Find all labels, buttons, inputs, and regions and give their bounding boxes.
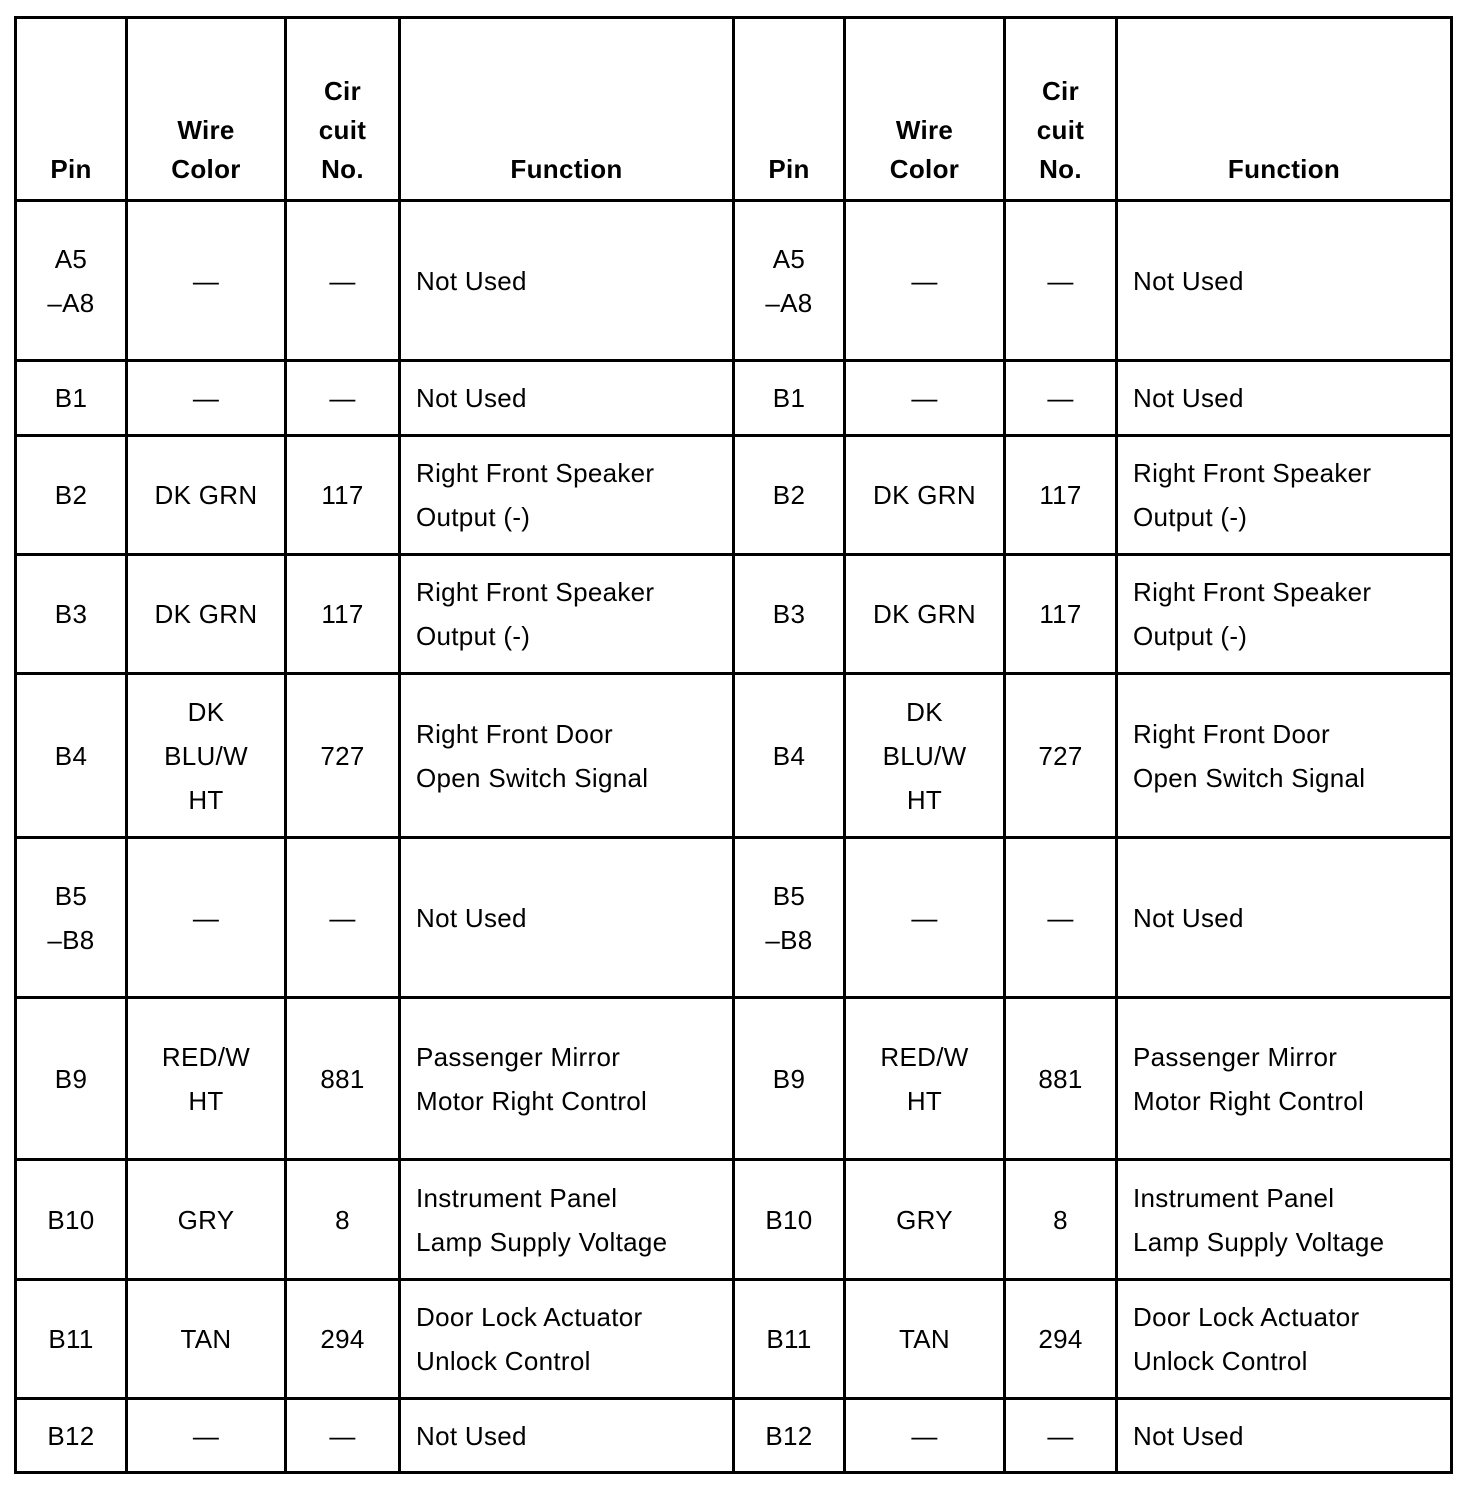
circuit-cell: 117 — [286, 436, 400, 555]
wire-color-cell: — — [845, 201, 1005, 361]
header-circuit-no-2: Cir cuit No. — [1005, 18, 1117, 201]
circuit-cell: — — [1005, 201, 1117, 361]
table-row — [16, 1160, 1452, 1280]
wire-color-cell: DK GRN — [127, 555, 286, 674]
connector-pin-table — [14, 16, 1453, 1474]
circuit-cell: 117 — [1005, 436, 1117, 555]
circuit-cell: — — [286, 361, 400, 436]
circuit-cell: — — [1005, 838, 1117, 998]
circuit-cell: 8 — [286, 1160, 400, 1280]
circuit-cell: — — [1005, 1399, 1117, 1473]
function-cell: Not Used — [1117, 838, 1452, 998]
pin-cell: B5 –B8 — [16, 838, 127, 998]
wire-color-cell: RED/W HT — [845, 998, 1005, 1160]
circuit-cell: 294 — [1005, 1280, 1117, 1399]
header-wire-color: Wire Color — [127, 18, 286, 201]
wire-color-cell: DK GRN — [845, 436, 1005, 555]
header-circuit-no: Cir cuit No. — [286, 18, 400, 201]
function-cell: Right Front Door Open Switch Signal — [1117, 674, 1452, 838]
header-pin-2: Pin — [734, 18, 845, 201]
wire-color-cell: DK GRN — [127, 436, 286, 555]
circuit-cell: 881 — [286, 998, 400, 1160]
wire-color-cell: DK BLU/W HT — [127, 674, 286, 838]
header-row — [16, 18, 1452, 201]
pin-cell: A5 –A8 — [16, 201, 127, 361]
wire-color-cell: — — [845, 361, 1005, 436]
table-row — [16, 838, 1452, 998]
function-cell: Right Front Speaker Output (-) — [400, 436, 734, 555]
wire-color-cell: TAN — [127, 1280, 286, 1399]
wire-color-cell: — — [127, 361, 286, 436]
pin-cell: B12 — [734, 1399, 845, 1473]
pin-cell: B4 — [734, 674, 845, 838]
table-row — [16, 1280, 1452, 1399]
function-cell: Right Front Speaker Output (-) — [1117, 436, 1452, 555]
circuit-cell: — — [286, 1399, 400, 1473]
pin-cell: B3 — [734, 555, 845, 674]
table-row — [16, 436, 1452, 555]
wire-color-cell: GRY — [127, 1160, 286, 1280]
circuit-cell: 881 — [1005, 998, 1117, 1160]
pin-cell: B1 — [16, 361, 127, 436]
function-cell: Not Used — [400, 361, 734, 436]
pin-cell: B11 — [16, 1280, 127, 1399]
wire-color-cell: TAN — [845, 1280, 1005, 1399]
header-function-2: Function — [1117, 18, 1452, 201]
wire-color-cell: — — [127, 838, 286, 998]
pin-cell: B11 — [734, 1280, 845, 1399]
wire-color-cell: — — [127, 201, 286, 361]
wire-color-cell: GRY — [845, 1160, 1005, 1280]
function-cell: Passenger Mirror Motor Right Control — [1117, 998, 1452, 1160]
function-cell: Door Lock Actuator Unlock Control — [1117, 1280, 1452, 1399]
circuit-cell: 8 — [1005, 1160, 1117, 1280]
circuit-cell: — — [1005, 361, 1117, 436]
wire-color-cell: — — [845, 1399, 1005, 1473]
header-pin: Pin — [16, 18, 127, 201]
pin-cell: B2 — [16, 436, 127, 555]
header-function: Function — [400, 18, 734, 201]
circuit-cell: 727 — [1005, 674, 1117, 838]
function-cell: Not Used — [400, 201, 734, 361]
function-cell: Passenger Mirror Motor Right Control — [400, 998, 734, 1160]
pin-cell: B5 –B8 — [734, 838, 845, 998]
wire-color-cell: DK GRN — [845, 555, 1005, 674]
pin-cell: B9 — [16, 998, 127, 1160]
function-cell: Door Lock Actuator Unlock Control — [400, 1280, 734, 1399]
pin-cell: B2 — [734, 436, 845, 555]
function-cell: Right Front Door Open Switch Signal — [400, 674, 734, 838]
table-row — [16, 1399, 1452, 1473]
circuit-cell: — — [286, 201, 400, 361]
function-cell: Not Used — [1117, 201, 1452, 361]
table-row — [16, 998, 1452, 1160]
function-cell: Not Used — [400, 838, 734, 998]
function-cell: Right Front Speaker Output (-) — [1117, 555, 1452, 674]
wire-color-cell: — — [845, 838, 1005, 998]
pin-cell: A5 –A8 — [734, 201, 845, 361]
pin-cell: B1 — [734, 361, 845, 436]
function-cell: Right Front Speaker Output (-) — [400, 555, 734, 674]
pin-cell: B3 — [16, 555, 127, 674]
function-cell: Not Used — [1117, 1399, 1452, 1473]
function-cell: Not Used — [400, 1399, 734, 1473]
function-cell: Instrument Panel Lamp Supply Voltage — [400, 1160, 734, 1280]
header-wire-color-2: Wire Color — [845, 18, 1005, 201]
circuit-cell: 117 — [286, 555, 400, 674]
circuit-cell: 117 — [1005, 555, 1117, 674]
wire-color-cell: RED/W HT — [127, 998, 286, 1160]
pin-cell: B10 — [16, 1160, 127, 1280]
table-row — [16, 361, 1452, 436]
circuit-cell: 294 — [286, 1280, 400, 1399]
pin-cell: B10 — [734, 1160, 845, 1280]
table-row — [16, 555, 1452, 674]
pin-cell: B12 — [16, 1399, 127, 1473]
table-row — [16, 674, 1452, 838]
pin-cell: B9 — [734, 998, 845, 1160]
pin-cell: B4 — [16, 674, 127, 838]
circuit-cell: — — [286, 838, 400, 998]
wire-color-cell: — — [127, 1399, 286, 1473]
function-cell: Instrument Panel Lamp Supply Voltage — [1117, 1160, 1452, 1280]
function-cell: Not Used — [1117, 361, 1452, 436]
table-row — [16, 201, 1452, 361]
wire-color-cell: DK BLU/W HT — [845, 674, 1005, 838]
circuit-cell: 727 — [286, 674, 400, 838]
